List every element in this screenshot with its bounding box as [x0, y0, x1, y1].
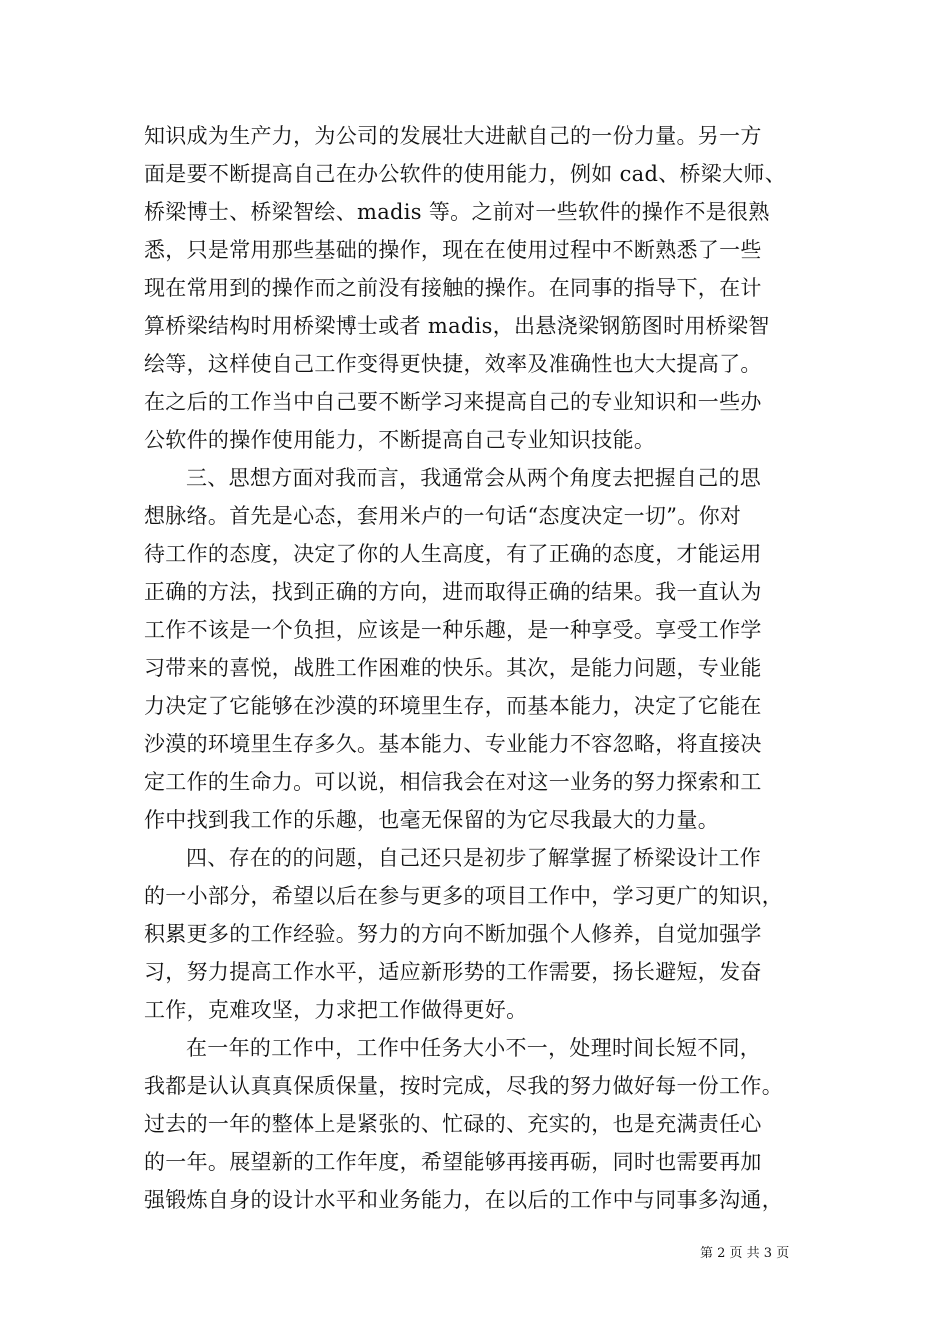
text-line: 习带来的喜悦，战胜工作困难的快乐。其次，是能力问题，专业能	[144, 656, 762, 680]
text-line: 过去的一年的整体上是紧张的、忙碌的、充实的，也是充满责任心	[144, 1112, 762, 1136]
text-line: 想脉络。首先是心态，套用米卢的一句话“态度决定一切”。你对	[144, 504, 742, 528]
text-line: 积累更多的工作经验。努力的方向不断加强个人修养，自觉加强学	[144, 922, 762, 946]
page-number-footer: 第 2 页 共 3 页	[700, 1246, 790, 1261]
text-line: 正确的方法，找到正确的方向，进而取得正确的结果。我一直认为	[144, 580, 762, 604]
text-line: 知识成为生产力，为公司的发展壮大进献自己的一份力量。另一方	[144, 124, 762, 148]
text-line: 沙漠的环境里生存多久。基本能力、专业能力不容忽略，将直接决	[144, 732, 762, 756]
text-line: 我都是认认真真保质保量，按时完成，尽我的努力做好每一份工作。	[144, 1074, 783, 1098]
text-line: 作中找到我工作的乐趣，也毫无保留的为它尽我最大的力量。	[144, 808, 720, 832]
text-line: 强锻炼自身的设计水平和业务能力，在以后的工作中与同事多沟通，	[144, 1188, 783, 1212]
text-line: 习，努力提高工作水平，适应新形势的工作需要，扬长避短，发奋	[144, 960, 762, 984]
text-line: 定工作的生命力。可以说，相信我会在对这一业务的努力探索和工	[144, 770, 762, 794]
paragraph-start-summary: 在一年的工作中，工作中任务大小不一，处理时间长短不同，	[186, 1036, 762, 1060]
text-line: 的一年。展望新的工作年度，希望能够再接再砺，同时也需要再加	[144, 1150, 762, 1174]
paragraph-heading-problems: 四、存在的的问题，自己还只是初步了解掌握了桥梁设计工作	[186, 846, 762, 870]
text-line: 的一小部分，希望以后在参与更多的项目工作中，学习更广的知识，	[144, 884, 783, 908]
text-line: 工作，克难攻坚，力求把工作做得更好。	[144, 998, 528, 1022]
text-line: 桥梁博士、桥梁智绘、madis 等。之前对一些软件的操作不是很熟	[144, 200, 770, 224]
text-line: 力决定了它能够在沙漠的环境里生存，而基本能力，决定了它能在	[144, 694, 762, 718]
text-line: 算桥梁结构时用桥梁博士或者 madis，出悬浇梁钢筋图时用桥梁智	[144, 314, 770, 338]
text-line: 待工作的态度，决定了你的人生高度，有了正确的态度，才能运用	[144, 542, 762, 566]
text-line: 工作不该是一个负担，应该是一种乐趣，是一种享受。享受工作学	[144, 618, 762, 642]
paragraph-heading-thoughts: 三、思想方面对我而言，我通常会从两个角度去把握自己的思	[186, 466, 762, 490]
text-line: 现在常用到的操作而之前没有接触的操作。在同事的指导下，在计	[144, 276, 762, 300]
text-line: 绘等，这样使自己工作变得更快捷，效率及准确性也大大提高了。	[144, 352, 762, 376]
text-line: 悉，只是常用那些基础的操作，现在在使用过程中不断熟悉了一些	[144, 238, 762, 262]
text-line: 公软件的操作使用能力，不断提高自己专业知识技能。	[144, 428, 656, 452]
text-line: 面是要不断提高自己在办公软件的使用能力，例如 cad、桥梁大师、	[144, 162, 786, 186]
text-line: 在之后的工作当中自己要不断学习来提高自己的专业知识和一些办	[144, 390, 762, 414]
